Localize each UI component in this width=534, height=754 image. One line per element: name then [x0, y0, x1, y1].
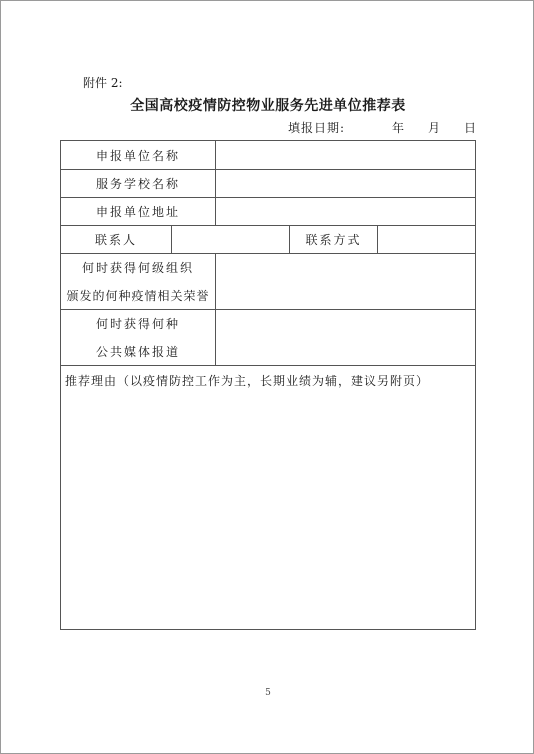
- attachment-label: 附件 2:: [83, 76, 123, 90]
- form-title: 全国高校疫情防控物业服务先进单位推荐表: [130, 98, 406, 114]
- recommendation-table: [60, 140, 476, 630]
- honors-field[interactable]: [216, 253, 475, 309]
- contact-field[interactable]: [172, 225, 289, 253]
- row-divider: [61, 365, 475, 366]
- applicant-name-label: 申报单位名称: [95, 148, 180, 163]
- honors-label-line2: 颁发的何种疫情相关荣誉: [66, 289, 210, 303]
- fill-date-day: 日: [463, 121, 476, 135]
- honors-label-line1: 何时获得何级组织: [81, 261, 194, 275]
- school-name-field[interactable]: [216, 169, 475, 197]
- media-field[interactable]: [216, 309, 475, 365]
- recommendation-reason-label: 推荐理由（以疫情防控工作为主，长期业绩为辅，建议另附页）: [65, 374, 430, 388]
- fill-date-month: 月: [427, 121, 440, 135]
- contact-method-field[interactable]: [378, 225, 475, 253]
- applicant-name-field[interactable]: [216, 141, 475, 169]
- school-name-label: 服务学校名称: [95, 176, 180, 191]
- applicant-address-field[interactable]: [216, 197, 475, 225]
- page-number: 5: [265, 688, 271, 698]
- applicant-address-label: 申报单位地址: [95, 204, 180, 219]
- media-label-line1: 何时获得何种: [95, 317, 180, 331]
- contact-method-label: 联系方式: [305, 232, 362, 247]
- contact-label: 联系人: [94, 232, 137, 247]
- fill-date-label: 填报日期:: [288, 121, 346, 135]
- fill-date-year: 年: [391, 121, 404, 135]
- fill-date: [288, 119, 476, 136]
- media-label-line2: 公共媒体报道: [95, 345, 180, 359]
